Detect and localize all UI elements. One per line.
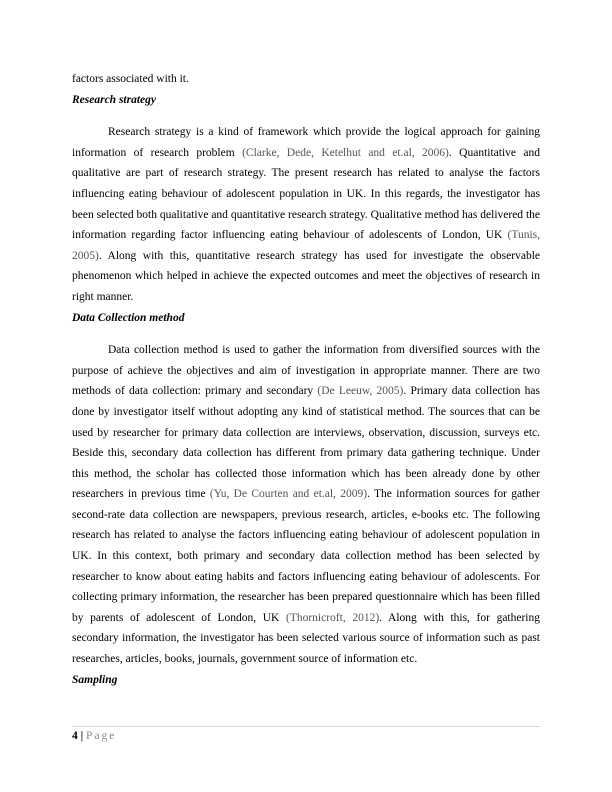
section-heading-research-strategy: Research strategy — [72, 93, 157, 106]
paragraph-research-strategy — [72, 122, 540, 307]
citation: (Tunis, 2005) — [72, 229, 540, 262]
paragraph-text: . The information sources for gather second-rate data collection are newspapers, previous research, articles, e-books etc. The following research has related to analyse the factors influencing eating behaviour of adolescent population in UK. In this context, both primary and secondary data collection method has been selected by researcher to know about eating habits and factors influencing eating behaviour of adolescents. For collecting primary information, the researcher has been prepared questionnaire which has been filled by parents of adolescent of London, UK — [72, 488, 540, 624]
lead-line: factors associated with it. — [72, 73, 189, 85]
paragraph-text: . Primary data collection has done by investigator itself without adopting any kind of statistical method. The sources that can be used by researcher for primary data collection are interviews, observation, discussion, surveys etc. Beside this, secondary data collection has different from primary data gathering technique. Under this method, the scholar has collected those information which has been already done by other researchers in previous time — [72, 385, 540, 501]
paragraph-text: Data collection method is used to gather the information from diversified sources with the purpose of achieve the objectives and aim of investigation in appropriate manner. There are two methods of data collection: primary and secondary — [72, 344, 540, 398]
citation: (Yu, De Courten and et.al, 2009) — [209, 488, 368, 501]
paragraph-text: . Quantitative and qualitative are part of research strategy. The present research has related to analyse the factors influencing eating behaviour of adolescent population in UK. In this regards, the investigator has been selected both qualitative and quantitative research strategy. Qualitative method has delivered the information regarding factor influencing eating behaviour of adolescents of London, UK — [72, 146, 540, 242]
footer-divider — [72, 726, 540, 727]
page-label: Page — [86, 730, 117, 742]
page-footer — [72, 729, 116, 743]
paragraph-text: . Along with this, for gathering secondary information, the investigator has been selected various source of information such as past researches, articles, books, journals, government source of information etc. — [72, 611, 541, 666]
citation: (De Leeuw, 2005) — [317, 385, 404, 398]
page-number: 4 — [72, 730, 78, 742]
paragraph-text: . Along with this, quantitative research strategy has used for investigate the observable phenomenon which helped in achieve the expected outcomes and meet the objectives of research in right manner. — [72, 249, 540, 303]
section-heading-data-collection: Data Collection method — [72, 311, 185, 324]
page-content — [72, 69, 540, 690]
citation: (Thornicroft, 2012) — [285, 611, 380, 624]
footer-separator: | — [80, 730, 84, 742]
paragraph-data-collection — [72, 340, 540, 670]
section-heading-sampling: Sampling — [72, 673, 118, 686]
paragraph-text: Research strategy is a kind of framework which provide the logical approach for gaining information of research problem — [72, 126, 540, 159]
citation: (Clarke, Dede, Ketelhut and et.al, 2006) — [242, 146, 449, 159]
